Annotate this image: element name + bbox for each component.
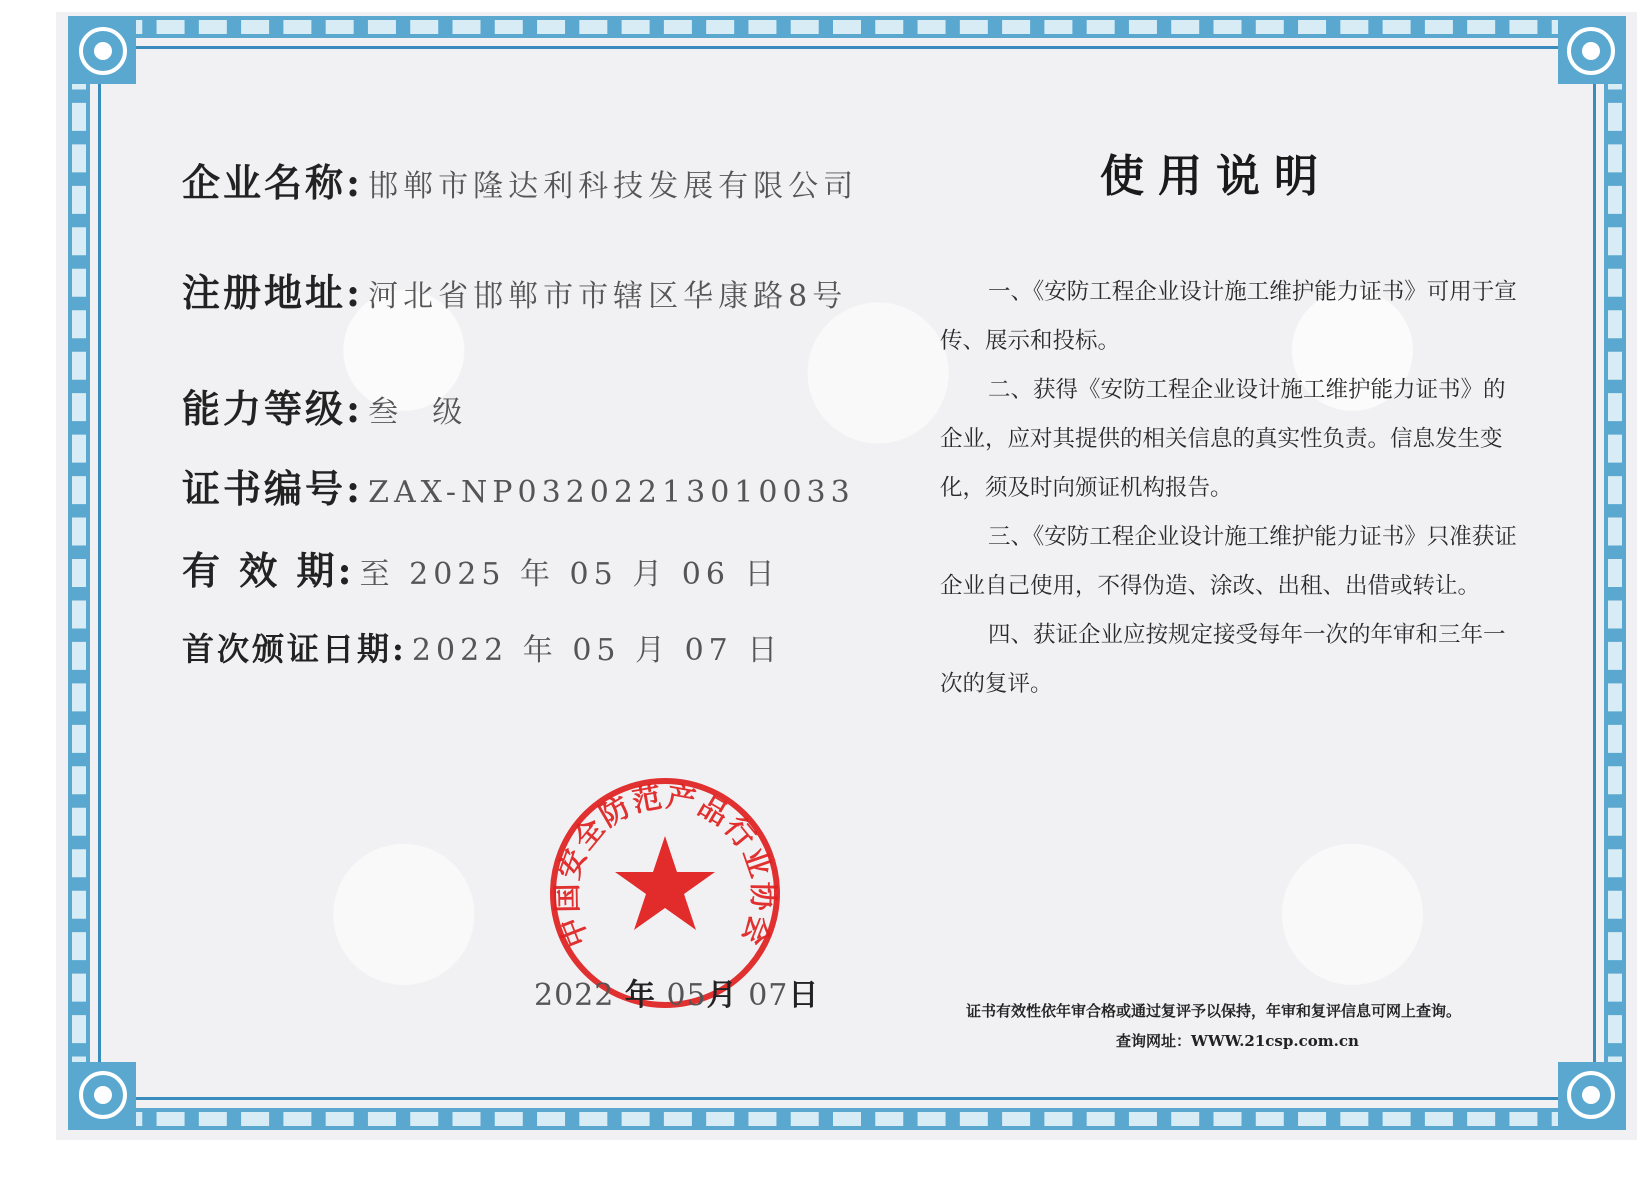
seal-star-icon — [615, 836, 715, 930]
instructions-title: 使用说明 — [1100, 151, 1332, 202]
corner-ornament-icon — [68, 16, 138, 86]
address-label: 注册地址: — [182, 270, 364, 315]
instructions-list — [940, 268, 1520, 709]
first-issue-date-label: 首次颁证日期: — [182, 630, 407, 668]
validity-value: 至 2025 年 05 月 06 日 — [359, 557, 780, 592]
grade-value: 叁 级 — [368, 395, 468, 430]
instruction-item: 一、《安防工程企业设计施工维护能力证书》可用于宣传、展示和投标。 — [940, 279, 1517, 354]
company-name-label: 企业名称: — [182, 160, 364, 205]
validity-field — [182, 540, 780, 595]
grade-field — [182, 378, 467, 433]
issue-month: 05 — [666, 978, 707, 1013]
certificate-number-label: 证书编号: — [182, 466, 364, 511]
address-field — [182, 262, 847, 317]
grade-label: 能力等级: — [182, 386, 364, 431]
company-name-field — [182, 152, 858, 207]
issue-day-char: 日 — [788, 978, 820, 1013]
query-website: 查询网址：WWW.21csp.com.cn — [1116, 1032, 1359, 1050]
certificate-number-field — [182, 458, 855, 513]
issue-year: 2022 — [534, 978, 615, 1013]
address-value: 河北省邯郸市市辖区华康路8号 — [368, 279, 848, 314]
first-issue-date-field — [182, 624, 782, 670]
instruction-item: 三、《安防工程企业设计施工维护能力证书》只准获证企业自己使用，不得伪造、涂改、出租、出借或转让。 — [940, 524, 1517, 599]
corner-ornament-icon — [68, 1060, 138, 1130]
seal-text: 中国安全防范产品行业协会 — [549, 779, 781, 952]
instruction-item: 四、获证企业应按规定接受每年一次的年审和三年一次的复评。 — [940, 622, 1506, 697]
first-issue-date-value: 2022 年 05 月 07 日 — [411, 633, 783, 668]
issue-month-char: 月 — [706, 978, 738, 1013]
instruction-item: 二、获得《安防工程企业设计施工维护能力证书》的企业，应对其提供的相关信息的真实性负责。信息发生变化，须及时向颁证机构报告。 — [940, 377, 1506, 501]
company-name-value: 邯郸市隆达利科技发展有限公司 — [368, 169, 859, 204]
validity-note: 证书有效性依年审合格或通过复评予以保持，年审和复评信息可网上查询。 — [966, 1002, 1462, 1020]
issue-day: 07 — [748, 978, 789, 1013]
certificate-number-value: ZAX-NP03202213010033 — [368, 475, 855, 510]
validity-label: 有 效 期: — [182, 548, 355, 593]
corner-ornament-icon — [1556, 16, 1626, 86]
issue-year-char: 年 — [624, 978, 656, 1013]
issue-date — [534, 970, 819, 1014]
corner-ornament-icon — [1556, 1060, 1626, 1130]
